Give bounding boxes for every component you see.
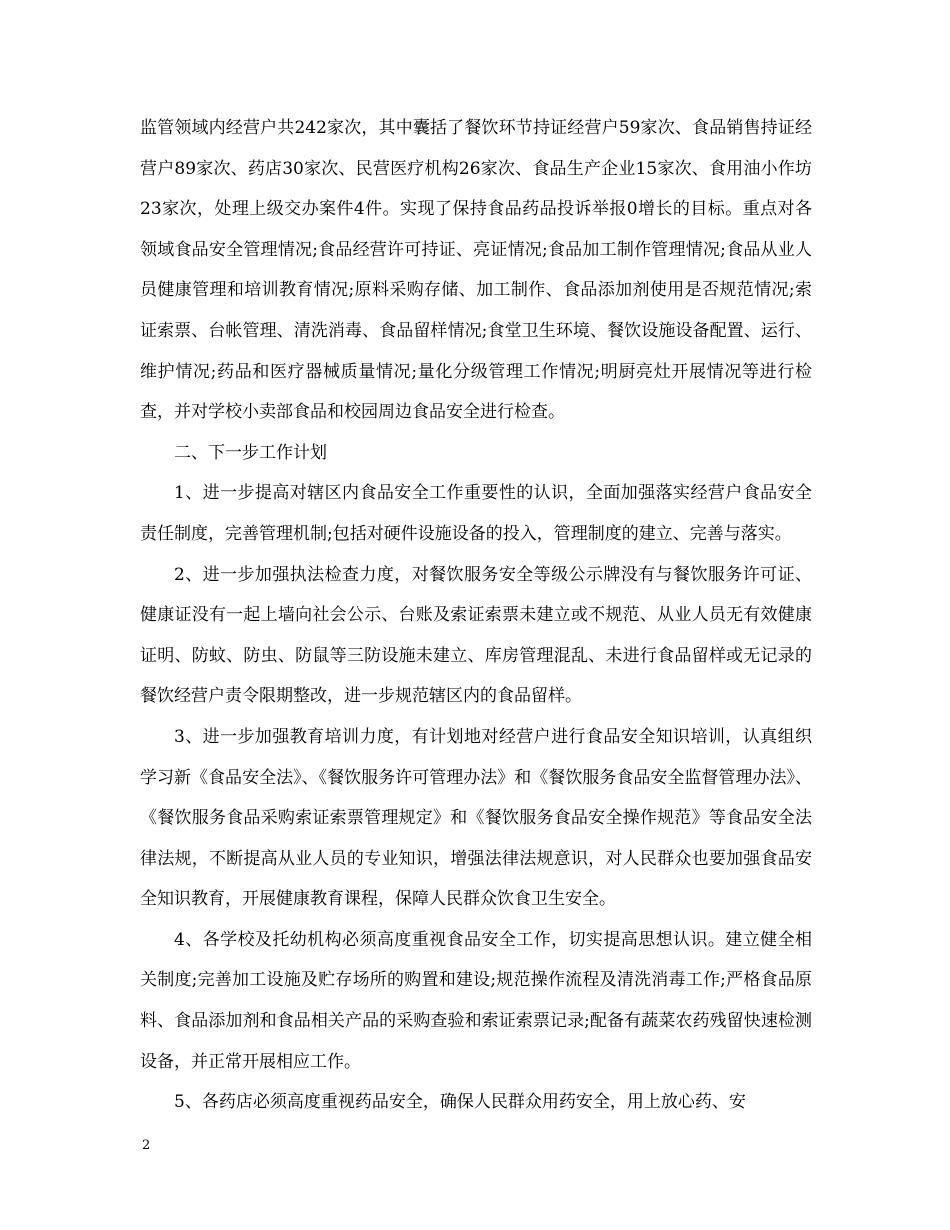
page-number: 2 [142,1138,151,1153]
paragraph-plan-item-3: 3、进一步加强教育培训力度，有计划地对经营户进行食品安全知识培训，认真组织学习新《食品安全法》、《餐饮服务许可管理办法》和《餐饮服务食品安全监督管理办法》、《餐饮服务食品采购索证索票管理规定》和《餐饮服务食品安全操作规范》等食品安全法律法规，不断提高从业人员的专业知识，增强法律法规意识，对人民群众也要加强食品安全知识教育，开展健康教育课程，保障人民群众饮食卫生安全。 [140,726,812,910]
paragraph-plan-item-4: 4、各学校及托幼机构必须高度重视食品安全工作，切实提高思想认识。建立健全相关制度;完善加工设施及贮存场所的购置和建设;规范操作流程及清洗消毒工作;严格食品原料、食品添加剂和食品相关产品的采购查验和索证索票记录;配备有蔬菜农药残留快速检测设备，并正常开展相应工作。 [140,929,812,1072]
paragraph-plan-item-2: 2、进一步加强执法检查力度，对餐饮服务安全等级公示牌没有与餐饮服务许可证、健康证没有一起上墙向社会公示、台账及索证索票未建立或不规范、从业人员无有效健康证明、防蚊、防虫、防鼠等三防设施未建立、库房管理混乱、未进行食品留样或无记录的餐饮经营户责令限期整改，进一步规范辖区内的食品留样。 [140,564,812,707]
paragraph-plan-item-5: 5、各药店必须高度重视药品安全，确保人民群众用药安全，用上放心药、安 [174,1092,746,1113]
paragraph-plan-item-1: 1、进一步提高对辖区内食品安全工作重要性的认识，全面加强落实经营户食品安全责任制度，完善管理机制;包括对硬件设施设备的投入，管理制度的建立、完善与落实。 [140,483,812,544]
section-heading-next-plan: 二、下一步工作计划 [174,442,327,463]
paragraph-inspection-summary: 监管领域内经营户共242家次，其中囊括了餐饮环节持证经营户59家次、食品销售持证经营户89家次、药店30家次、民营医疗机构26家次、食品生产企业15家次、食用油小作坊23家次，处理上级交办案件4件。实现了保持食品药品投诉举报0增长的目标。重点对各领域食品安全管理情况;食品经营许可持证、亮证情况;食品加工制作管理情况;食品从业人员健康管理和培训教育情况;原料采购存储、加工制作、食品添加剂使用是否规范情况;索证索票、台帐管理、清洗消毒、食品留样情况;食堂卫生环境、餐饮设施设备配置、运行、维护情况;药品和医疗器械质量情况;量化分级管理工作情况;明厨亮灶开展情况等进行检查，并对学校小卖部食品和校园周边食品安全进行检查。 [140,118,812,423]
body-text [140,108,812,1123]
